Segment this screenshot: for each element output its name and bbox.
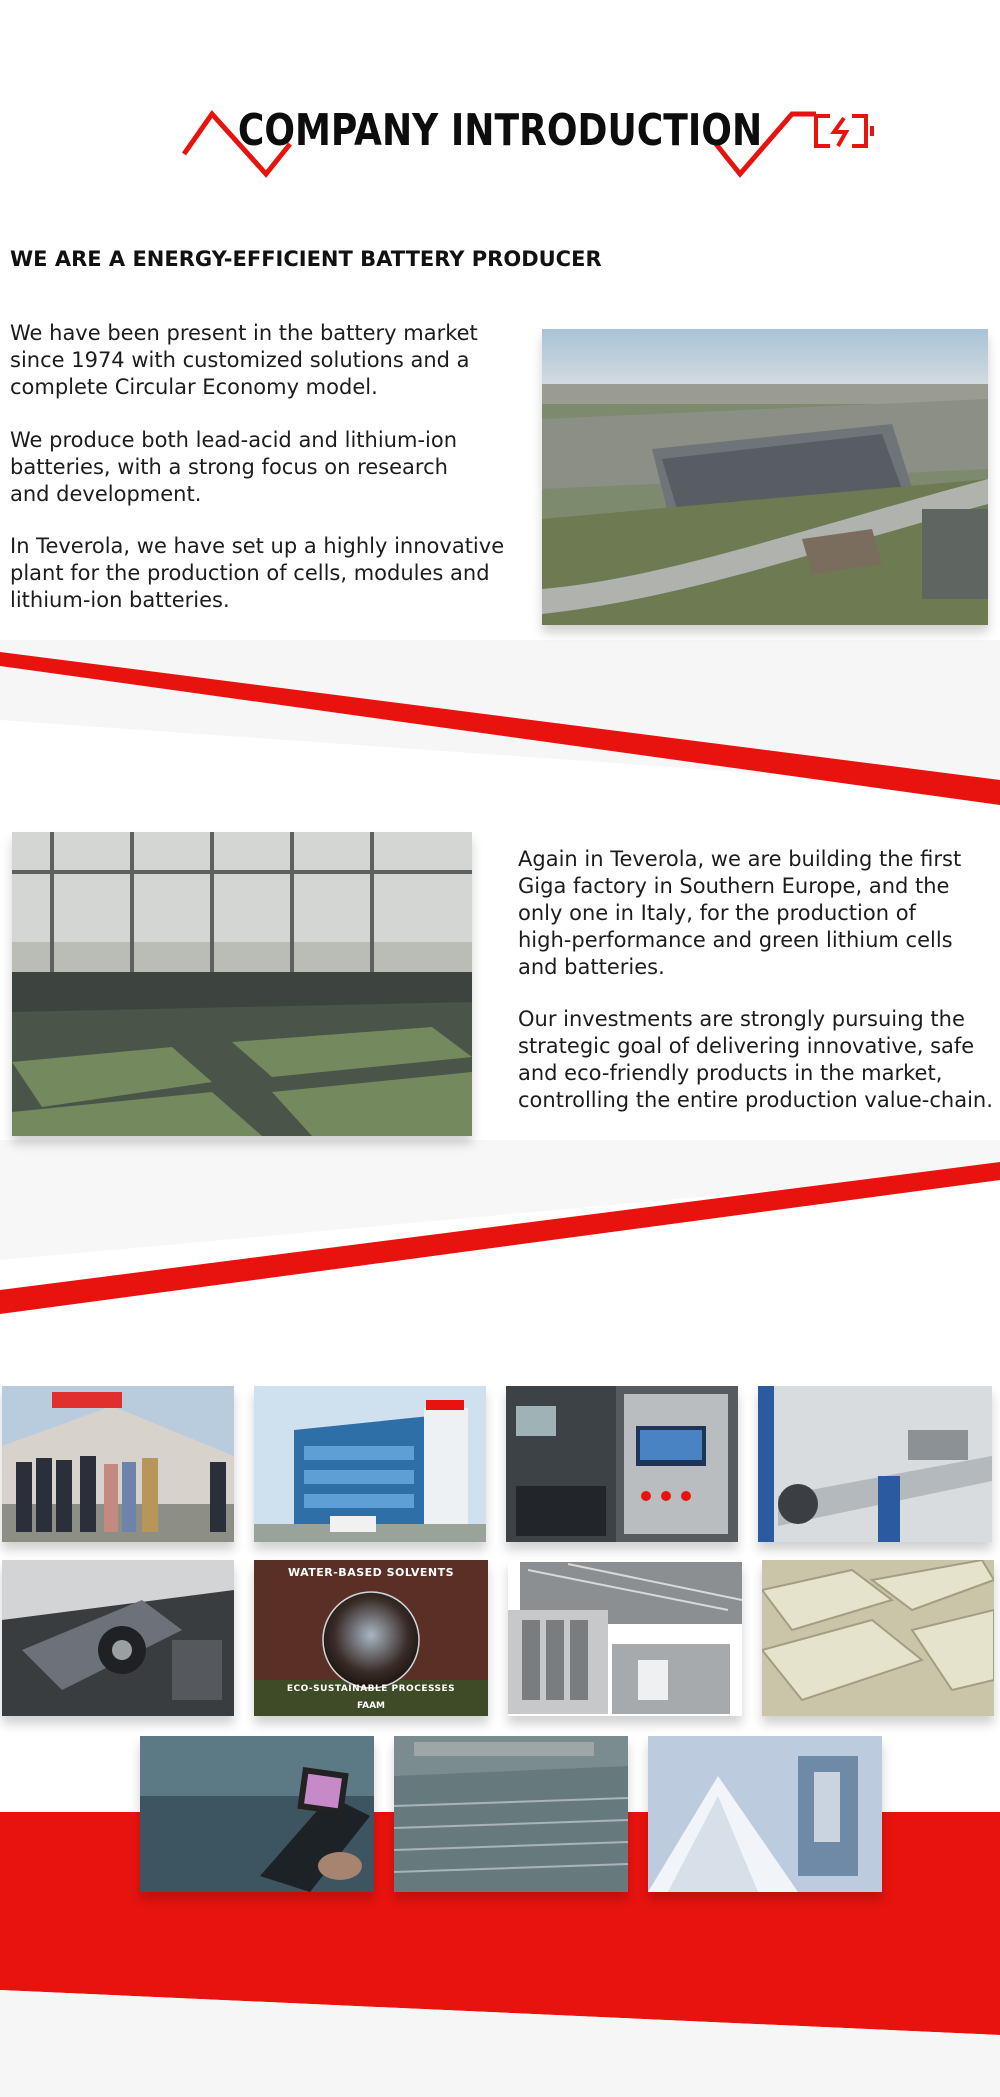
badge-eco-sustainable: ECO-SUSTAINABLE PROCESSES (286, 1684, 456, 1694)
aerial-factory-photo (542, 329, 988, 625)
gallery-water-based-solvents-photo (254, 1560, 488, 1716)
gallery-thermal-camera-photo (140, 1736, 374, 1892)
gallery-office-building-photo (254, 1386, 486, 1542)
giga-paragraph-2: Our investments are strongly pursuing the strategic goal of delivering innovative, safe and eco-friendly products in the market, controlling the entire production value-chain. (518, 1007, 993, 1112)
gallery-team-photo (2, 1386, 234, 1542)
gallery-robotic-arm-photo (2, 1560, 234, 1716)
intro-paragraph-3: In Teverola, we have set up a highly innovative plant for the production of cells, modules and lithium-ion batteries. (10, 534, 505, 612)
production-line-photo (12, 832, 472, 1136)
brand-logo: FAAM (356, 1701, 385, 1711)
badge-water-based-solvents: WATER-BASED SOLVENTS (287, 1566, 455, 1579)
gallery-bw-lab-collage-photo (508, 1560, 742, 1716)
gallery-control-panel-photo (506, 1386, 738, 1542)
giga-paragraph-1: Again in Teverola, we are building the first Giga factory in Southern Europe, and the only one in Italy, for the production of high-performance and green lithium cells and batteries. (518, 847, 962, 979)
intro-paragraph-1: We have been present in the battery market since 1974 with customized solutions and a complete Circular Economy model. (10, 321, 478, 399)
gallery-raw-materials-photo (648, 1736, 882, 1892)
intro-paragraph-2: We produce both lead-acid and lithium-ion batteries, with a strong focus on research and development. (10, 428, 458, 506)
page-title: COMPANY INTRODUCTION (237, 105, 763, 156)
gallery-cell-trays-photo (762, 1560, 994, 1716)
gallery-aerial-solar-roof-photo (394, 1736, 628, 1892)
gallery-coating-machine-photo (758, 1386, 992, 1542)
section-subheading: WE ARE A ENERGY-EFFICIENT BATTERY PRODUCER (10, 247, 602, 271)
